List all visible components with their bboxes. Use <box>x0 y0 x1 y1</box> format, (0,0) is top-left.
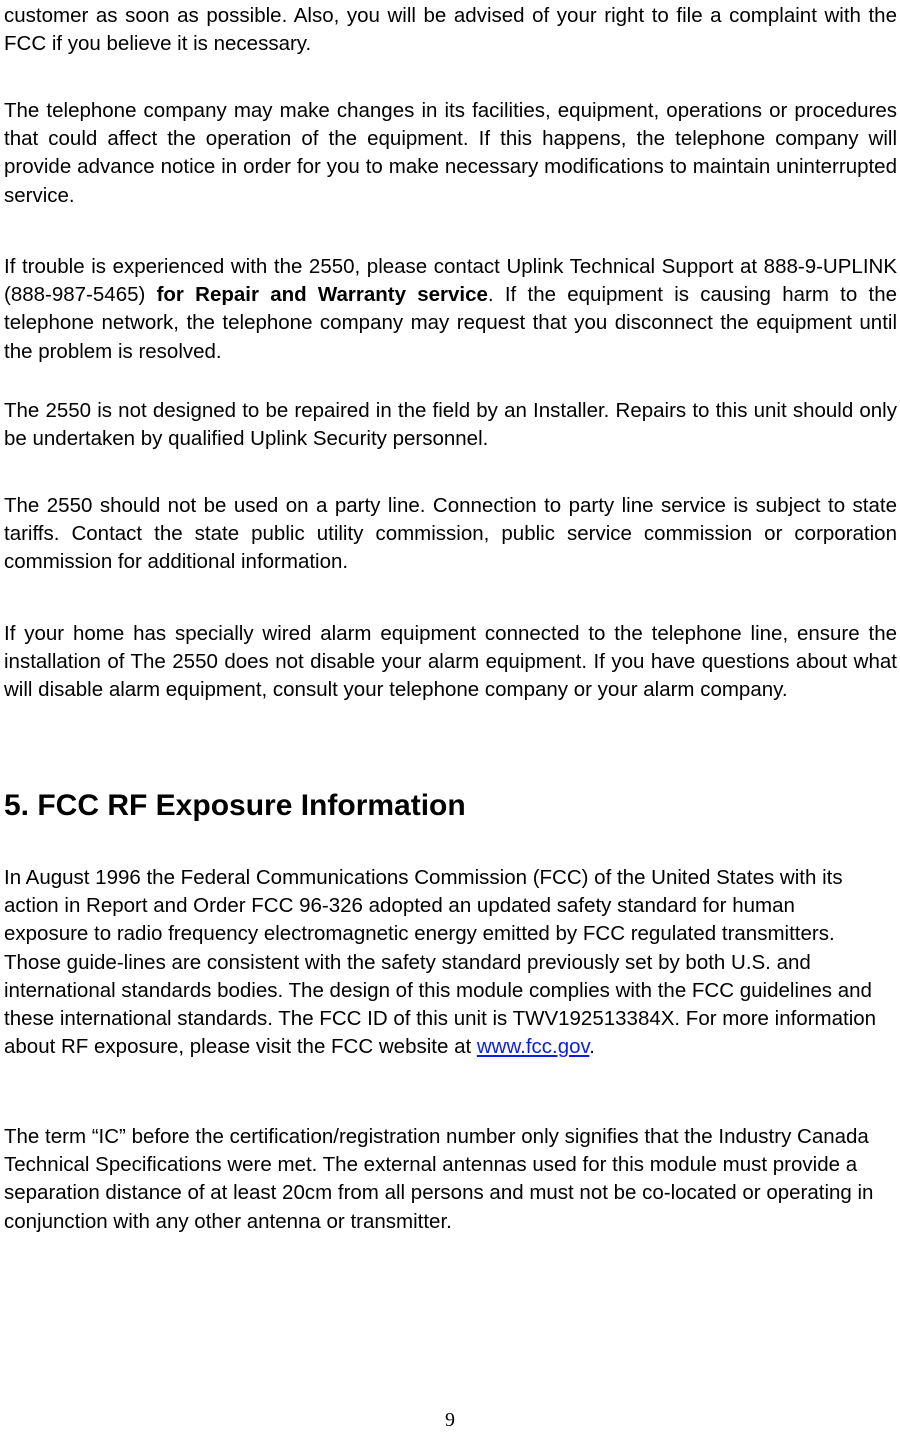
section-heading: 5. FCC RF Exposure Information <box>4 789 466 822</box>
paragraph-text: The 2550 is not designed to be repaired in the field by an Installer. Repairs to this unit should only be undertaken by qualified Uplink Security personnel. <box>4 399 897 451</box>
paragraph-text: The term “IC” before the certification/registration number only signifies that the Industry Canada Technical Specifications were met. The external antennas used for this module must provide a separation distance of at least 20cm from all persons and must not be co-located or operating in conjunction with any other antenna or transmitter. <box>4 1125 874 1233</box>
repair-warranty-emphasis: for Repair and Warranty service <box>156 283 488 307</box>
paragraph-repairs <box>4 397 897 453</box>
paragraph-ic-term <box>4 1123 884 1236</box>
paragraph-text: . If the equipment is causing harm to the telephone network, the telephone company may request that you disconnect the equipment until the problem is resolved. <box>4 283 897 363</box>
paragraph-text: . <box>589 1035 595 1059</box>
paragraph-telephone-changes <box>4 97 897 210</box>
paragraph-complaint-rights <box>4 2 897 58</box>
fcc-website-link[interactable]: www.fcc.gov <box>476 1035 590 1059</box>
paragraph-text: If trouble is experienced with the 2550, please contact Uplink Technical Support at 888-9-UPLINK (888-987-5465) <box>4 255 897 307</box>
paragraph-rf-exposure <box>4 864 884 1061</box>
paragraph-text: In August 1996 the Federal Communications Commission (FCC) of the United States with its action in Report and Order FCC 96-326 adopted an updated safety standard for human exposure to radio frequency electromagnetic energy emitted by FCC regulated transmitters. Those guide-lines are consistent with the safety standard previously set by both U.S. and international standards bodies. The design of this module complies with the FCC guidelines and these international standards. The FCC ID of this unit is TWV192513384X. For more information about RF exposure, please visit the FCC website at <box>4 866 877 1059</box>
paragraph-text: The telephone company may make changes in its facilities, equipment, operations or procedures that could affect the operation of the equipment. If this happens, the telephone company will provide advance notice in order for you to make necessary modifications to maintain uninterrupted service. <box>4 99 897 207</box>
paragraph-text: If your home has specially wired alarm equipment connected to the telephone line, ensure the installation of The 2550 does not disable your alarm equipment. If you have questions about what will disable alarm equipment, consult your telephone company or your alarm company. <box>4 622 897 702</box>
paragraph-text: The 2550 should not be used on a party line. Connection to party line service is subject to state tariffs. Contact the state public utility commission, public service commission or corporation commission for additional information. <box>4 494 897 574</box>
paragraph-technical-support <box>4 253 897 366</box>
page-number: 9 <box>445 1409 455 1431</box>
paragraph-text: customer as soon as possible. Also, you will be advised of your right to file a complaint with the FCC if you believe it is necessary. <box>4 4 897 56</box>
paragraph-party-line <box>4 492 897 577</box>
paragraph-alarm-equipment <box>4 620 897 705</box>
